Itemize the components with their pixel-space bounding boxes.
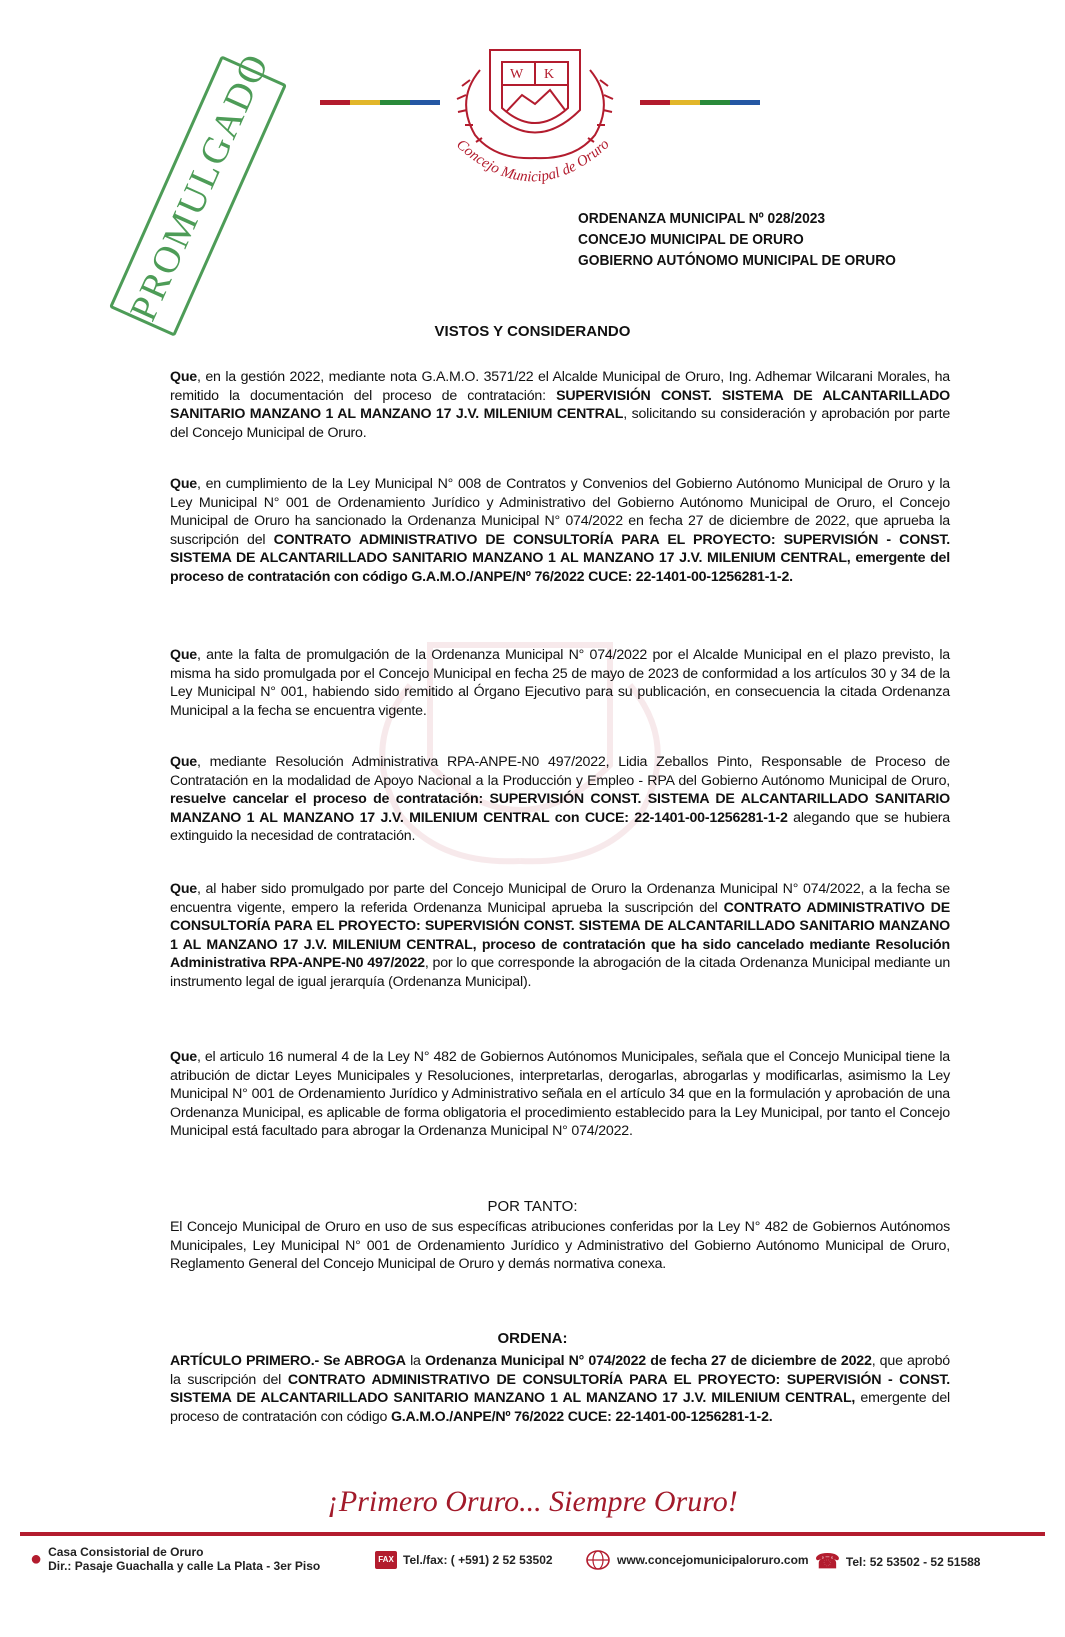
flag-yellow (670, 100, 700, 105)
crest-caption: Concejo Municipal de Oruro (453, 136, 613, 186)
promulgado-stamp: PROMULGADO (109, 55, 287, 336)
contract-name: CONTRATO ADMINISTRATIVO DE CONSULTORÍA PARA EL PROYECTO: SUPERVISIÓN - CONST. SISTEMA DE ALCANTARILLADO SANITARIO MANZANO 1 AL MANZANO 17 J.V. MILENIUM CENTRAL, (170, 1371, 951, 1407)
flag-red (640, 100, 670, 105)
paragraph-2 (170, 475, 950, 587)
que-lead: Que (170, 476, 197, 492)
flag-yellow (350, 100, 380, 105)
fax-icon: FAX (375, 1551, 397, 1569)
section-ordena: ORDENA: (497, 1330, 568, 1347)
text: emergente del proceso de contratación con código (170, 1390, 951, 1425)
document-header (578, 208, 964, 271)
flag-green (380, 100, 410, 105)
paragraph-4 (170, 753, 950, 846)
paragraph-6 (170, 1048, 950, 1141)
article-heading: ARTÍCULO PRIMERO.- Se ABROGA (170, 1353, 406, 1369)
address-line-1: Casa Consistorial de Oruro (48, 1545, 204, 1559)
paragraph-1 (170, 368, 950, 442)
ordinance-ref: Ordenanza Municipal N° 074/2022 de fecha 27 de diciembre de 2022 (424, 1353, 872, 1369)
process-code: G.A.M.O./ANPE/Nº 76/2022 CUCE: 22-1401-00-1256281-1-2. (390, 1408, 773, 1425)
svg-text:K: K (544, 67, 555, 82)
council-name: CONCEJO MUNICIPAL DE ORURO (578, 231, 804, 248)
footer-phone (815, 1549, 980, 1574)
website-link[interactable]: www.concejomunicipaloruro.com (617, 1553, 809, 1567)
section-vistos: VISTOS Y CONSIDERANDO (434, 323, 631, 340)
text: El Concejo Municipal de Oruro en uso de sus específicas atribuciones conferidas por la Ley N° 482 de Gobiernos Autónomos Municipales, Ley Municipal N° 001 de Ordenamiento Jurídico y Administrativo del Gobierno Autónomo Municipal de Oruro, Reglamento General del Concejo Municipal de Oruro y demás normativa conexa. (170, 1219, 950, 1273)
text: , en cumplimiento de la Ley Municipal N° 008 de Contratos y Convenios del Gobierno Autónomo Municipal de Oruro y la Ley Municipal N° 001 de Ordenamiento Jurídico y Administrativo del Gobierno Autónomo Municipal de Oruro, el Concejo Municipal de Oruro ha sancionado la Ordenanza Municipal N° 074/2022 en fecha 27 de diciembre de 2022, que aprueba la suscripción del (170, 476, 950, 548)
flag-blue (730, 100, 760, 105)
contract-name: CONTRATO ADMINISTRATIVO DE CONSULTORÍA PARA EL PROYECTO: SUPERVISIÓN CONST. SISTEMA DE ALCANTARILLADO SANITARIO MANZANO 1 AL MANZANO 17 J.V. MILENIUM CENTRAL, proceso de contratación que ha sido cancelado mediante Resolución Administrativa RPA-ANPE-N0 497/2022 (170, 899, 950, 972)
government-name: GOBIERNO AUTÓNOMO MUNICIPAL DE ORURO (578, 252, 896, 269)
flag-green (700, 100, 730, 105)
que-lead: Que (170, 647, 197, 663)
project-name: SUPERVISIÓN CONST. SISTEMA DE ALCANTARILLADO SANITARIO MANZANO 1 AL MANZANO 17 J.V. MILENIUM CENTRAL (170, 387, 950, 423)
globe-icon (585, 1549, 611, 1571)
text: alegando que se hubiera extinguido la necesidad de contratación. (170, 809, 950, 845)
footer-address (30, 1545, 320, 1573)
text: , que aprobó la suscripción del (170, 1353, 950, 1388)
ordinance-number: ORDENANZA MUNICIPAL Nº 028/2023 (578, 210, 826, 227)
section-por-tanto: POR TANTO: (487, 1198, 578, 1215)
address-block (48, 1545, 320, 1573)
text: , en la gestión 2022, mediante nota G.A.M.O. 3571/22 el Alcalde Municipal de Oruro, Ing. Adhemar Wilcarani Morales, ha remitido la documentación del proceso de contratación: (170, 369, 950, 404)
text: , el articulo 16 numeral 4 de la Ley N° 482 de Gobiernos Autónomos Municipales, señala que el Concejo Municipal tiene la atribución de dictar Leyes Municipales y Resoluciones, interpretarlas, derogarlas, abrogarlas y modificarlas, asimismo la Ley Municipal N° 001 de Ordenamiento Jurídico y Administrativo señala en el artículo 34 que en la formulación y aprobación de una Ordenanza Municipal, es aplicable de forma obligatoria el procedimiento establecido para la Ley Municipal, por tanto el Concejo Municipal está facultado para abrogar la Ordenanza Municipal N° 074/2022. (170, 1049, 950, 1140)
text: , ante la falta de promulgación de la Ordenanza Municipal N° 074/2022 por el Alcalde Municipal en el plazo previsto, la misma ha sido promulgada por el Concejo Municipal en fecha 25 de mayo de 2023 de conformidad a los artículos 30 y 34 de la Ley Municipal N° 001, habiendo sido remitido al Órgano Ejecutivo para su publicación, en consecuencia la citada Ordenanza Municipal a la fecha se encuentra vigente. (170, 647, 950, 719)
flag-red (320, 100, 350, 105)
article-primero (170, 1352, 950, 1426)
que-lead: Que (170, 881, 197, 897)
location-pin-icon: ● (30, 1547, 43, 1570)
paragraph-5 (170, 880, 950, 992)
que-lead: Que (170, 369, 197, 385)
municipal-crest-logo (440, 40, 630, 205)
paragraph-7 (170, 1218, 950, 1274)
fax-number: Tel./fax: ( +591) 2 52 53502 (403, 1553, 553, 1567)
que-lead: Que (170, 1049, 197, 1065)
slogan: ¡Primero Oruro... Siempre Oruro! (327, 1485, 738, 1518)
footer-divider (20, 1532, 1045, 1536)
text: , mediante Resolución Administrativa RPA-ANPE-N0 497/2022, Lidia Zeballos Pinto, Responsable de Proceso de Contratación en la modalidad de Apoyo Nacional a la Producción y Empleo - RPA del Gobierno Autónomo Municipal de Oruro, (170, 754, 950, 789)
cancel-resolution: resuelve cancelar el proceso de contratación: SUPERVISIÓN CONST. SISTEMA DE ALCANTARILLADO SANITARIO MANZANO 1 AL MANZANO 17 J.V. MILENIUM CENTRAL con CUCE: 22-1401-00-1256281-1-2 (170, 791, 950, 826)
svg-text:W: W (510, 67, 524, 82)
flag-bar-right (640, 100, 760, 105)
text: , por lo que corresponde la abrogación de la citada Ordenanza Municipal mediante un instrumento legal de igual jerarquía (Ordenanza Municipal). (170, 955, 951, 990)
flag-bar-left (320, 100, 440, 105)
que-lead: Que (170, 754, 197, 770)
contract-name: CONTRATO ADMINISTRATIVO DE CONSULTORÍA PARA EL PROYECTO: SUPERVISIÓN - CONST. SISTEMA DE ALCANTARILLADO SANITARIO MANZANO 1 AL MANZANO 17 J.V. MILENIUM CENTRAL, emergente del proceso de contratación con código G.A.M.O./ANPE/Nº 76/2022 CUCE: 22-1401-00-1256281-1-2. (170, 531, 950, 585)
footer-fax (375, 1551, 553, 1569)
address-line-2: Dir.: Pasaje Guachalla y calle La Plata - 3er Piso (48, 1559, 321, 1573)
text: , solicitando su consideración y aprobación por parte del Concejo Municipal de Oruro. (170, 406, 951, 441)
text: la (405, 1353, 425, 1369)
flag-blue (410, 100, 440, 105)
phone-numbers: Tel: 52 53502 - 52 51588 (845, 1554, 981, 1569)
footer-web (585, 1549, 809, 1571)
paragraph-3 (170, 646, 950, 720)
phone-icon: ☎ (815, 1551, 840, 1573)
footer (0, 1545, 1065, 1585)
text: , al haber sido promulgado por parte del Concejo Municipal de Oruro la Ordenanza Municipal N° 074/2022, a la fecha se encuentra vigente, empero la referida Ordenanza Municipal aprueba la suscripción del (170, 881, 950, 916)
